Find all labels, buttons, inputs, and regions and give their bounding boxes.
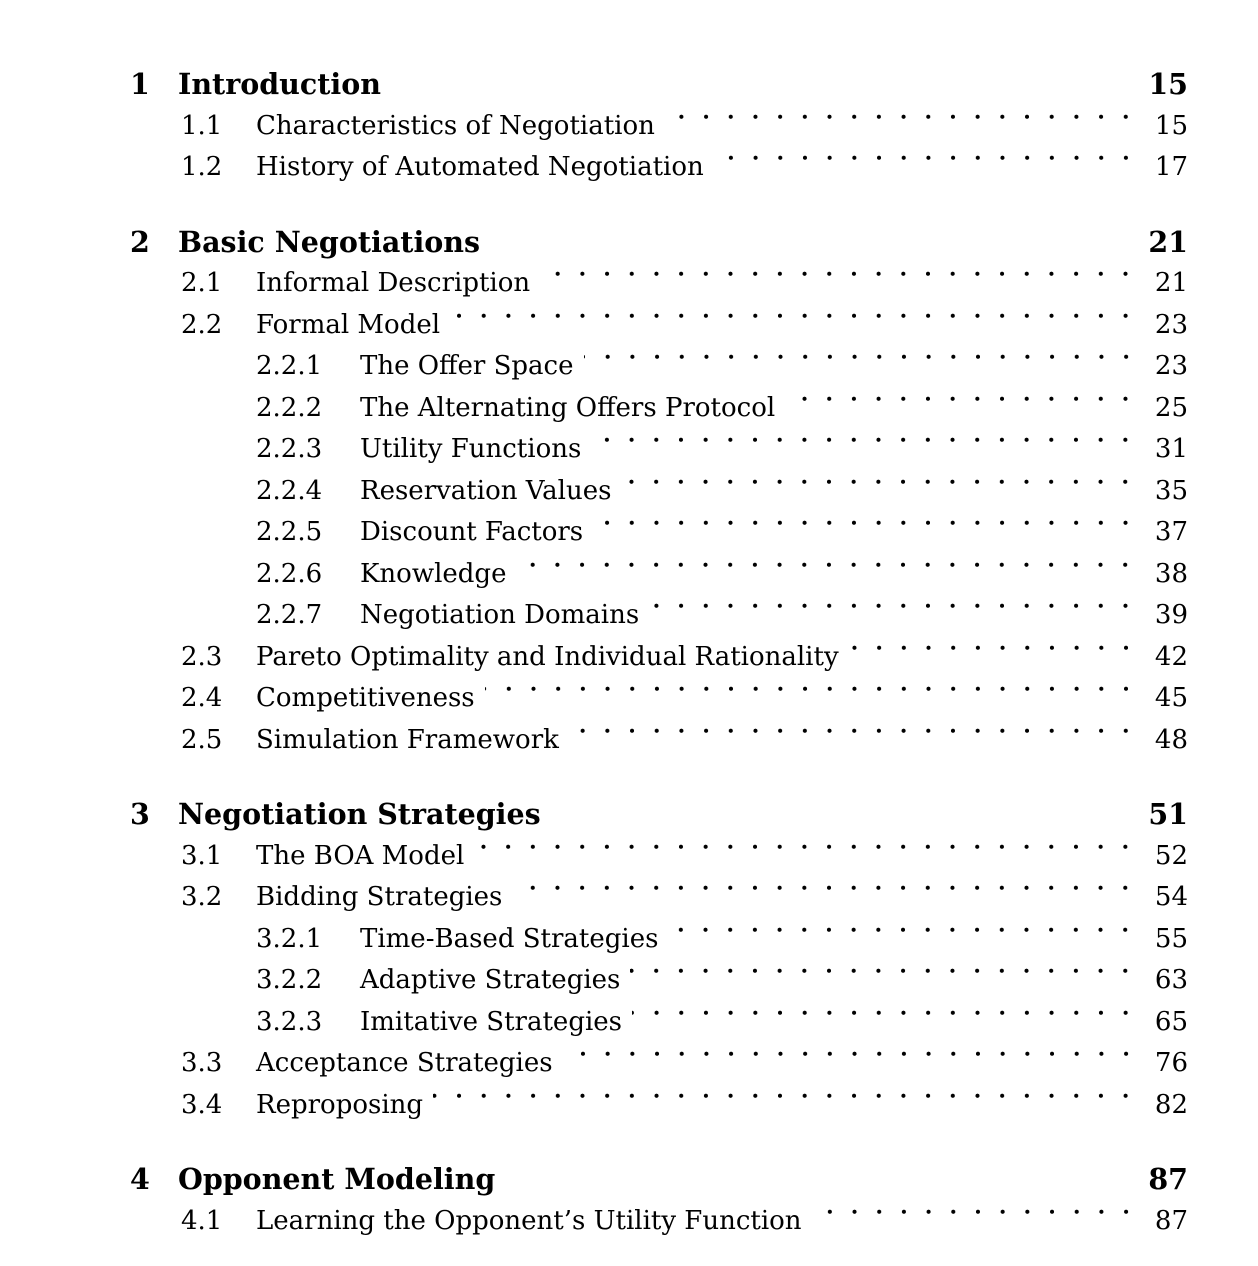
dot-leader bbox=[433, 1085, 1144, 1127]
toc-entry-2.2.1 bbox=[130, 346, 1188, 388]
toc-entry-3.3 bbox=[130, 1043, 1188, 1085]
dot-leader bbox=[714, 147, 1144, 189]
entry-number: 3 bbox=[130, 797, 150, 831]
entry-title: Acceptance Strategies bbox=[256, 1048, 553, 1078]
entry-title: Discount Factors bbox=[360, 517, 584, 547]
toc-entry-2.5 bbox=[130, 720, 1188, 762]
entry-page-number: 42 bbox=[1154, 641, 1188, 672]
entry-number: 3.2.2 bbox=[256, 965, 323, 995]
entry-page-number: 55 bbox=[1154, 923, 1188, 954]
entry-number: 3.4 bbox=[181, 1089, 223, 1120]
entry-page-number: 25 bbox=[1154, 392, 1188, 423]
dot-leader bbox=[621, 471, 1144, 513]
entry-number: 2.2.6 bbox=[256, 558, 323, 589]
entry-title: The Offer Space bbox=[360, 351, 574, 381]
dot-leader bbox=[584, 346, 1144, 388]
toc-entry-2.4 bbox=[130, 678, 1188, 720]
dot-leader bbox=[540, 263, 1144, 305]
dot-leader bbox=[569, 720, 1144, 762]
entry-page-number: 52 bbox=[1154, 840, 1188, 871]
entry-title: Formal Model bbox=[256, 309, 441, 340]
entry-page-number: 87 bbox=[1154, 1205, 1188, 1236]
dot-leader bbox=[849, 637, 1144, 679]
entry-page-number: 39 bbox=[1154, 600, 1188, 630]
toc-entry-4.1 bbox=[130, 1201, 1188, 1243]
toc-entry-2.2 bbox=[130, 305, 1188, 347]
entry-number: 2.3 bbox=[181, 641, 223, 672]
entry-number: 4.1 bbox=[181, 1205, 223, 1236]
toc-entry-1 bbox=[130, 64, 1188, 106]
toc-entry-2.2.4 bbox=[130, 471, 1188, 513]
entry-number: 3.1 bbox=[181, 840, 223, 871]
entry-title: Characteristics of Negotiation bbox=[256, 110, 655, 141]
entry-number: 1.1 bbox=[181, 110, 223, 141]
entry-title: Adaptive Strategies bbox=[360, 965, 621, 995]
entry-number: 1 bbox=[130, 67, 150, 101]
entry-number: 2.2 bbox=[181, 309, 223, 340]
toc-entry-3 bbox=[130, 794, 1188, 836]
dot-leader bbox=[516, 554, 1144, 596]
toc-entry-2 bbox=[130, 222, 1188, 264]
dot-leader bbox=[593, 512, 1144, 554]
entry-number: 2.2.5 bbox=[256, 517, 323, 547]
entry-title: Reproposing bbox=[256, 1089, 424, 1120]
entry-number: 3.2.1 bbox=[256, 923, 323, 954]
entry-page-number: 37 bbox=[1154, 517, 1188, 547]
entry-page-number: 45 bbox=[1154, 683, 1188, 713]
dot-leader bbox=[591, 429, 1144, 471]
toc-entry-2.2.5 bbox=[130, 512, 1188, 554]
dot-leader bbox=[812, 1201, 1144, 1243]
entry-page-number: 15 bbox=[1154, 110, 1188, 141]
entry-number: 1.2 bbox=[181, 152, 223, 182]
entry-page-number: 31 bbox=[1154, 434, 1188, 464]
entry-title: Imitative Strategies bbox=[360, 1006, 623, 1037]
entry-title: Pareto Optimality and Individual Rationality bbox=[256, 641, 839, 672]
entry-title: Time-Based Strategies bbox=[360, 923, 659, 954]
entry-page-number: 65 bbox=[1154, 1006, 1188, 1037]
entry-title: The Alternating Offers Protocol bbox=[360, 392, 776, 423]
toc-entry-3.2.1 bbox=[130, 919, 1188, 961]
entry-title: History of Automated Negotiation bbox=[256, 152, 704, 182]
toc-entry-2.2.7 bbox=[130, 595, 1188, 637]
entry-title: Knowledge bbox=[360, 558, 507, 589]
toc-entry-3.2 bbox=[130, 877, 1188, 919]
entry-title: Introduction bbox=[178, 67, 381, 101]
toc-entry-4 bbox=[130, 1159, 1188, 1201]
dot-leader bbox=[632, 1002, 1144, 1044]
entry-page-number: 48 bbox=[1154, 724, 1188, 755]
entry-page-number: 17 bbox=[1154, 152, 1188, 182]
entry-title: Competitiveness bbox=[256, 683, 475, 713]
dot-leader bbox=[649, 595, 1144, 637]
toc-entry-3.2.3 bbox=[130, 1002, 1188, 1044]
toc-entry-1.2 bbox=[130, 147, 1188, 189]
entry-number: 2.5 bbox=[181, 724, 223, 755]
entry-page-number: 38 bbox=[1154, 558, 1188, 589]
entry-title: Basic Negotiations bbox=[178, 224, 481, 259]
dot-leader bbox=[785, 388, 1144, 430]
entry-number: 4 bbox=[130, 1162, 150, 1196]
entry-title: Reservation Values bbox=[360, 475, 612, 506]
entry-title: Opponent Modeling bbox=[178, 1162, 496, 1196]
dot-leader bbox=[474, 836, 1144, 878]
entry-number: 2.4 bbox=[181, 683, 223, 713]
toc-entry-2.1 bbox=[130, 263, 1188, 305]
entry-page-number: 76 bbox=[1154, 1048, 1188, 1078]
entry-number: 2.2.4 bbox=[256, 475, 323, 506]
entry-title: The BOA Model bbox=[256, 840, 465, 871]
entry-number: 3.2.3 bbox=[256, 1006, 323, 1037]
entry-page-number: 23 bbox=[1154, 351, 1188, 381]
entry-page-number: 15 bbox=[1148, 67, 1188, 101]
entry-number: 2.2.2 bbox=[256, 392, 323, 423]
entry-title: Negotiation Strategies bbox=[178, 797, 541, 831]
entry-number: 2.2.3 bbox=[256, 434, 323, 464]
dot-leader bbox=[665, 106, 1144, 148]
toc-entry-3.1 bbox=[130, 836, 1188, 878]
entry-title: Negotiation Domains bbox=[360, 600, 640, 630]
entry-page-number: 63 bbox=[1154, 965, 1188, 995]
entry-title: Simulation Framework bbox=[256, 724, 559, 755]
toc-entry-1.1 bbox=[130, 106, 1188, 148]
entry-title: Learning the Opponent’s Utility Function bbox=[256, 1205, 802, 1236]
entry-page-number: 51 bbox=[1148, 797, 1188, 831]
toc-entry-3.2.2 bbox=[130, 960, 1188, 1002]
dot-leader bbox=[450, 305, 1144, 347]
entry-page-number: 54 bbox=[1154, 882, 1188, 912]
dot-leader bbox=[630, 960, 1144, 1002]
entry-page-number: 23 bbox=[1154, 309, 1188, 340]
entry-page-number: 82 bbox=[1154, 1089, 1188, 1120]
entry-page-number: 35 bbox=[1154, 475, 1188, 506]
entry-page-number: 21 bbox=[1148, 224, 1188, 259]
dot-leader bbox=[512, 877, 1144, 919]
dot-leader bbox=[563, 1043, 1144, 1085]
entry-title: Informal Description bbox=[256, 268, 531, 298]
entry-page-number: 21 bbox=[1154, 268, 1188, 298]
entry-number: 3.3 bbox=[181, 1048, 223, 1078]
dot-leader bbox=[668, 919, 1144, 961]
dot-leader bbox=[485, 678, 1144, 720]
toc-entry-2.2.6 bbox=[130, 554, 1188, 596]
table-of-contents bbox=[130, 64, 1188, 1242]
entry-number: 2.2.1 bbox=[256, 351, 323, 381]
entry-page-number: 87 bbox=[1148, 1162, 1188, 1196]
entry-title: Bidding Strategies bbox=[256, 882, 503, 912]
toc-entry-2.2.2 bbox=[130, 388, 1188, 430]
entry-number: 2.1 bbox=[181, 268, 223, 298]
entry-number: 2.2.7 bbox=[256, 600, 323, 630]
toc-entry-2.2.3 bbox=[130, 429, 1188, 471]
toc-entry-3.4 bbox=[130, 1085, 1188, 1127]
entry-number: 3.2 bbox=[181, 882, 223, 912]
entry-number: 2 bbox=[130, 224, 150, 259]
toc-entry-2.3 bbox=[130, 637, 1188, 679]
entry-title: Utility Functions bbox=[360, 434, 582, 464]
